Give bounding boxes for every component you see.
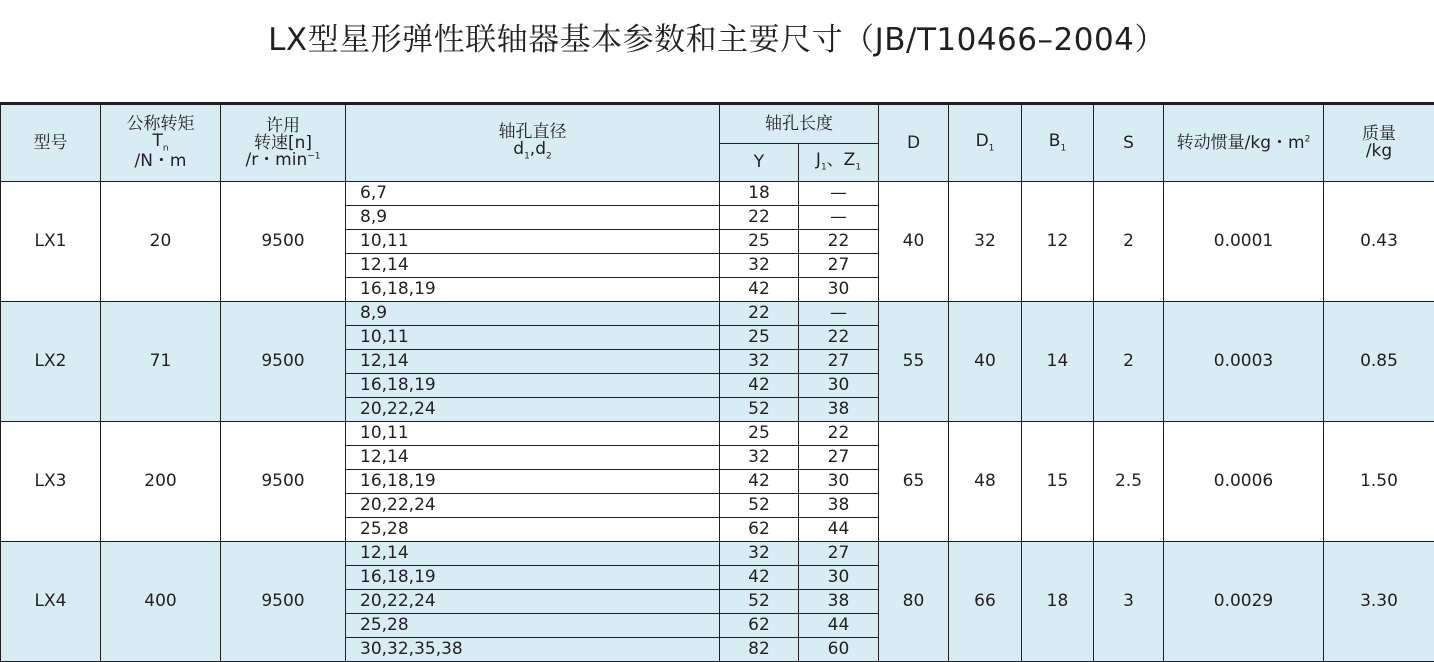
bore-length-jz-cell: —: [799, 206, 879, 230]
bore-length-jz-cell: 30: [799, 278, 879, 302]
B1-cell: 14: [1022, 302, 1094, 422]
header-speed: 许用 转速[n] /r・$\min^{-1}$: [221, 104, 346, 182]
bore-diameter-cell: 8,9: [346, 302, 720, 326]
header-row: [1, 104, 1434, 144]
bore-diameter-cell: 6,7: [346, 182, 720, 206]
bore-length-jz-cell: 27: [799, 446, 879, 470]
bore-diameter-cell: 25,28: [346, 614, 720, 638]
bore-diameter-cell: 10,11: [346, 326, 720, 350]
bore-length-jz-cell: —: [799, 182, 879, 206]
bore-length-jz-cell: 22: [799, 230, 879, 254]
bore-length-jz-cell: 22: [799, 326, 879, 350]
bore-length-y-cell: 42: [720, 566, 799, 590]
inertia-cell: 0.0003: [1164, 302, 1324, 422]
bore-length-jz-cell: 30: [799, 566, 879, 590]
bore-diameter-cell: 16,18,19: [346, 278, 720, 302]
header-bore-diameter: 轴孔直径 $d_1,d_2$: [346, 104, 720, 182]
bore-length-y-cell: 32: [720, 542, 799, 566]
bore-length-jz-cell: 38: [799, 590, 879, 614]
model-cell: LX2: [1, 302, 101, 422]
D1-cell: 66: [949, 542, 1022, 662]
bore-length-jz-cell: 44: [799, 614, 879, 638]
header-B1: $B_1$: [1022, 104, 1094, 182]
bore-length-jz-cell: 22: [799, 422, 879, 446]
mass-cell: 1.50: [1324, 422, 1434, 542]
bore-length-jz-cell: —: [799, 302, 879, 326]
bore-diameter-cell: 20,22,24: [346, 398, 720, 422]
bore-diameter-cell: 8,9: [346, 206, 720, 230]
torque-cell: 400: [101, 542, 221, 662]
bore-diameter-cell: 10,11: [346, 230, 720, 254]
S-cell: 3: [1094, 542, 1164, 662]
mass-cell: 3.30: [1324, 542, 1434, 662]
header-model: 型号: [1, 104, 101, 182]
D-cell: 65: [879, 422, 949, 542]
bore-length-y-cell: 22: [720, 206, 799, 230]
S-cell: 2.5: [1094, 422, 1164, 542]
header-torque: 公称转矩 $T_n$ /N・m: [101, 104, 221, 182]
table-row: [1, 542, 1434, 566]
B1-cell: 12: [1022, 182, 1094, 302]
model-cell: LX3: [1, 422, 101, 542]
speed-cell: 9500: [221, 422, 346, 542]
bore-length-y-cell: 18: [720, 182, 799, 206]
bore-length-y-cell: 32: [720, 446, 799, 470]
torque-cell: 200: [101, 422, 221, 542]
torque-cell: 71: [101, 302, 221, 422]
bore-length-y-cell: 42: [720, 470, 799, 494]
table-row: [1, 182, 1434, 206]
bore-diameter-cell: 16,18,19: [346, 470, 720, 494]
bore-length-jz-cell: 27: [799, 254, 879, 278]
bore-length-y-cell: 25: [720, 230, 799, 254]
bore-length-y-cell: 42: [720, 374, 799, 398]
model-cell: LX4: [1, 542, 101, 662]
header-inertia: 转动惯量/kg・$m^2$: [1164, 104, 1324, 182]
bore-length-jz-cell: 27: [799, 542, 879, 566]
bore-length-y-cell: 62: [720, 518, 799, 542]
S-cell: 2: [1094, 302, 1164, 422]
D-cell: 55: [879, 302, 949, 422]
parameter-table: [0, 102, 1434, 662]
D1-cell: 32: [949, 182, 1022, 302]
D1-cell: 48: [949, 422, 1022, 542]
bore-diameter-cell: 25,28: [346, 518, 720, 542]
header-bore-length-y: Y: [720, 144, 799, 182]
bore-diameter-cell: 20,22,24: [346, 494, 720, 518]
D-cell: 40: [879, 182, 949, 302]
bore-length-jz-cell: 38: [799, 398, 879, 422]
bore-diameter-cell: 30,32,35,38: [346, 638, 720, 662]
header-bore-length: 轴孔长度: [720, 104, 879, 144]
model-cell: LX1: [1, 182, 101, 302]
inertia-cell: 0.0006: [1164, 422, 1324, 542]
mass-cell: 0.43: [1324, 182, 1434, 302]
torque-cell: 20: [101, 182, 221, 302]
header-D: D: [879, 104, 949, 182]
bore-length-y-cell: 25: [720, 326, 799, 350]
bore-diameter-cell: 16,18,19: [346, 374, 720, 398]
bore-diameter-cell: 16,18,19: [346, 566, 720, 590]
bore-length-y-cell: 52: [720, 590, 799, 614]
mass-cell: 0.85: [1324, 302, 1434, 422]
bore-diameter-cell: 12,14: [346, 254, 720, 278]
bore-length-y-cell: 62: [720, 614, 799, 638]
D1-cell: 40: [949, 302, 1022, 422]
header-bore-length-jz: $J_1$、$Z_1$: [799, 144, 879, 182]
S-cell: 2: [1094, 182, 1164, 302]
bore-length-jz-cell: 27: [799, 350, 879, 374]
bore-length-jz-cell: 60: [799, 638, 879, 662]
bore-length-y-cell: 25: [720, 422, 799, 446]
bore-length-jz-cell: 38: [799, 494, 879, 518]
bore-length-y-cell: 52: [720, 494, 799, 518]
bore-length-jz-cell: 30: [799, 374, 879, 398]
inertia-cell: 0.0029: [1164, 542, 1324, 662]
bore-length-y-cell: 82: [720, 638, 799, 662]
B1-cell: 18: [1022, 542, 1094, 662]
bore-length-y-cell: 42: [720, 278, 799, 302]
bore-length-jz-cell: 30: [799, 470, 879, 494]
header-D1: $D_1$: [949, 104, 1022, 182]
speed-cell: 9500: [221, 542, 346, 662]
bore-diameter-cell: 20,22,24: [346, 590, 720, 614]
bore-diameter-cell: 12,14: [346, 446, 720, 470]
bore-diameter-cell: 12,14: [346, 542, 720, 566]
bore-length-y-cell: 32: [720, 254, 799, 278]
bore-length-y-cell: 32: [720, 350, 799, 374]
speed-cell: 9500: [221, 182, 346, 302]
table-row: [1, 302, 1434, 326]
header-S: S: [1094, 104, 1164, 182]
B1-cell: 15: [1022, 422, 1094, 542]
bore-length-jz-cell: 44: [799, 518, 879, 542]
table-row: [1, 422, 1434, 446]
bore-length-y-cell: 22: [720, 302, 799, 326]
speed-cell: 9500: [221, 302, 346, 422]
header-mass: 质量 /kg: [1324, 104, 1434, 182]
bore-diameter-cell: 10,11: [346, 422, 720, 446]
D-cell: 80: [879, 542, 949, 662]
bore-diameter-cell: 12,14: [346, 350, 720, 374]
bore-length-y-cell: 52: [720, 398, 799, 422]
inertia-cell: 0.0001: [1164, 182, 1324, 302]
page-title: LX型星形弹性联轴器基本参数和主要尺寸（JB/T10466–2004）: [0, 14, 1434, 59]
